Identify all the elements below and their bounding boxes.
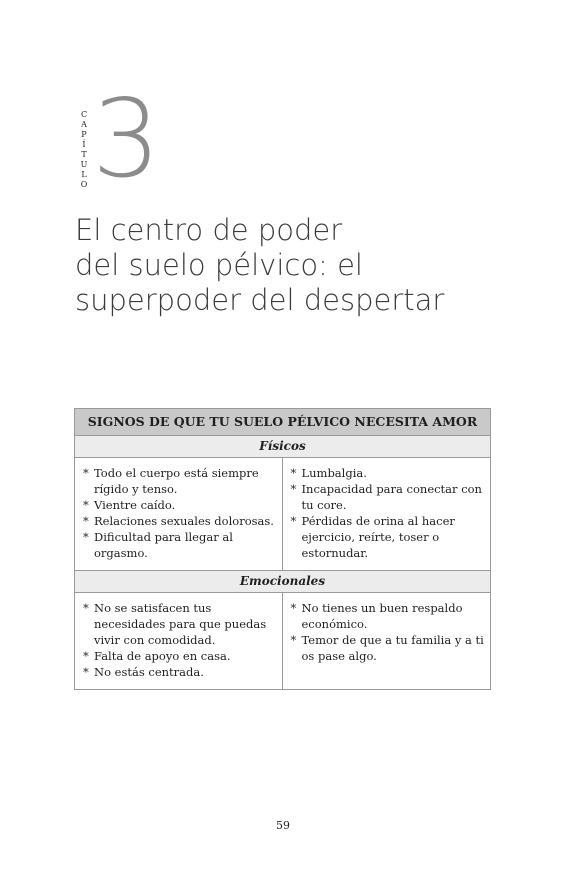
chapter-label-letter: T [81,150,87,159]
chapter-number: 3 [92,77,159,202]
sign-list [291,600,485,664]
chapter-title [75,213,535,318]
sign-list [291,465,485,561]
chapter-label-letter: O [80,180,88,189]
section-row-fisicos [75,458,490,570]
section-header-fisicos: Físicos [75,436,490,458]
chapter-label-letter: U [80,160,88,169]
chapter-label-letter: C [80,110,88,119]
chapter-label-letter: P [81,130,87,139]
chapter-label-letter: Í [82,140,86,149]
section-header-emocionales: Emocionales [75,570,490,593]
chapter-label-letter: L [81,170,87,179]
left-column [75,593,283,689]
list-item: * Todo el cuerpo está siempre rígido y tenso. [83,465,276,497]
list-item: * Lumbalgia. [291,465,485,481]
list-item: * Vientre caído. [83,497,276,513]
list-item: * Relaciones sexuales dolorosas. [83,513,276,529]
list-item: * Temor de que a tu familia y a ti os pase algo. [291,632,485,664]
table-header: SIGNOS DE QUE TU SUELO PÉLVICO NECESITA AMOR [75,409,490,436]
list-item: * No tienes un buen respaldo económico. [291,600,485,632]
signs-table [74,408,491,690]
right-column [283,458,491,570]
chapter-title-line: El centro de poder [75,213,343,247]
list-item: * Incapacidad para conectar con tu core. [291,481,485,513]
right-column [283,593,491,689]
page-number: 59 [276,819,290,832]
sign-list [83,465,276,561]
left-column [75,458,283,570]
section-row-emocionales [75,593,490,689]
list-item: * Dificultad para llegar al orgasmo. [83,529,276,561]
chapter-label [79,110,89,190]
list-item: * Falta de apoyo en casa. [83,648,276,664]
sign-list [83,600,276,680]
list-item: * No estás centrada. [83,664,276,680]
chapter-title-line: del suelo pélvico: el [75,248,363,282]
list-item: * Pérdidas de orina al hacer ejercicio, reírte, toser o estornudar. [291,513,485,561]
chapter-label-letter: A [81,120,87,129]
list-item: * No se satisfacen tus necesidades para que puedas vivir con comodidad. [83,600,276,648]
chapter-title-line: superpoder del despertar [75,283,445,317]
